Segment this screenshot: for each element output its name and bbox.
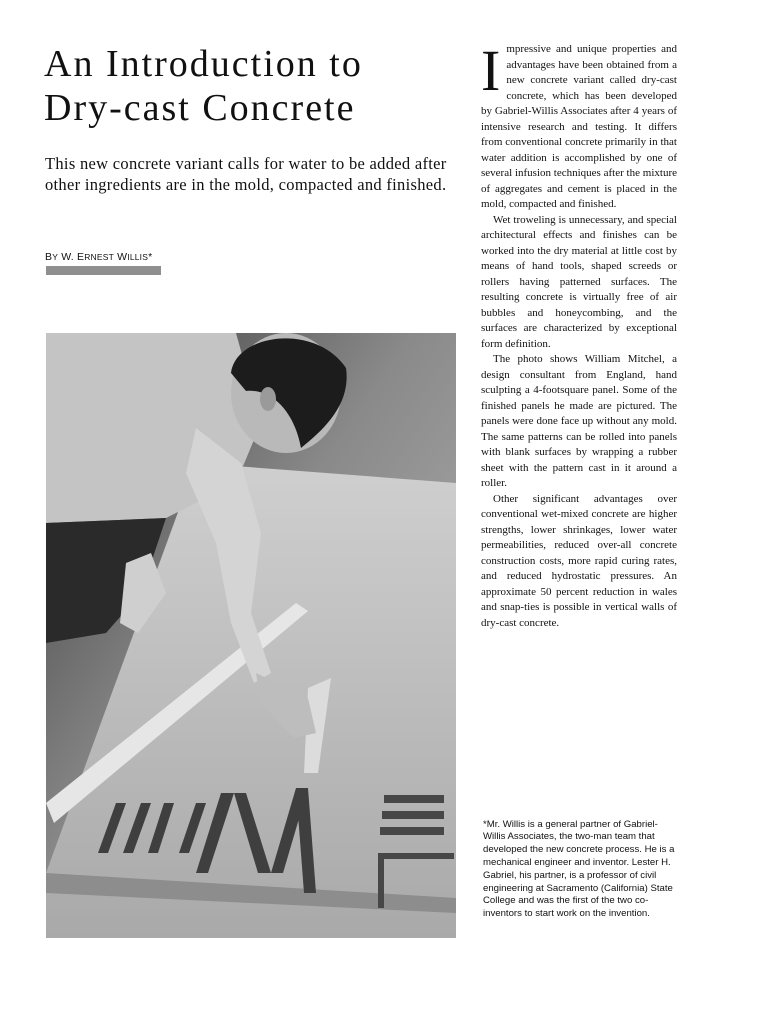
- title-line-1: An Introduction to: [44, 43, 363, 85]
- article-title: [44, 42, 464, 130]
- author-footnote: *Mr. Willis is a general partner of Gabriel-Willis Associates, the two-man team that developed the new concrete process. He is a mechanical engineer and inventor. Lester H. Gabriel, his partner, is a professor of civil engineering at Sacramento (California) State College and was the first of the two co-inventors to start work on the invention.: [483, 818, 675, 920]
- article-body: [481, 38, 677, 631]
- article-photo: [46, 333, 456, 938]
- body-paragraph-4: Other significant advantages over conventional wet-mixed concrete are higher strengths, lower shrinkages, lower water permeabilities, reduced over-all concrete construction costs, more rapid curing rates, and reduced hydrostatic pressures. An approximate 50 percent reduction in wales and snap-ties is possible in vertical walls of dry-cast concrete.: [481, 492, 677, 629]
- byline: BY W. ERNEST WILLIS*: [45, 251, 153, 263]
- byline-rule: [46, 266, 161, 275]
- drop-cap: I: [481, 38, 501, 103]
- body-paragraph-1: Impressive and unique properties and advantages have been obtained from a new concrete variant called dry-cast concrete, which has been developed by Gabriel-Willis Associates after 4 years of intensive research and testing. It differs from conventional concrete primarily in that water addition is accomplished by one of several infusion techniques after the mixture of aggregates and cement is placed in the mold, compacted and finished.: [481, 38, 677, 210]
- title-line-2: Dry-cast Concrete: [44, 87, 356, 129]
- photo-illustration: [46, 333, 456, 938]
- article-subtitle: This new concrete variant calls for water to be added after other ingredients are in the mold, compacted and finished.: [45, 154, 447, 194]
- body-paragraph-2: Wet troweling is unnecessary, and special architectural effects and finishes can be worked into the dry material at little cost by means of hand tools, shaped screeds or rollers having patterned surfaces. The resulting concrete is virtually free of air bubbles and honeycombing, and the surfaces are characterized by exceptional form definition.: [481, 213, 677, 350]
- body-paragraph-3: The photo shows William Mitchel, a design consultant from England, hand sculpting a 4-footsquare panel. Some of the finished panels he made are pictured. The panels were done face up without any mold. The same patterns can be rolled into panels with blank surfaces by wrapping a rubber sheet with the pattern cast in it around a roller.: [481, 353, 677, 489]
